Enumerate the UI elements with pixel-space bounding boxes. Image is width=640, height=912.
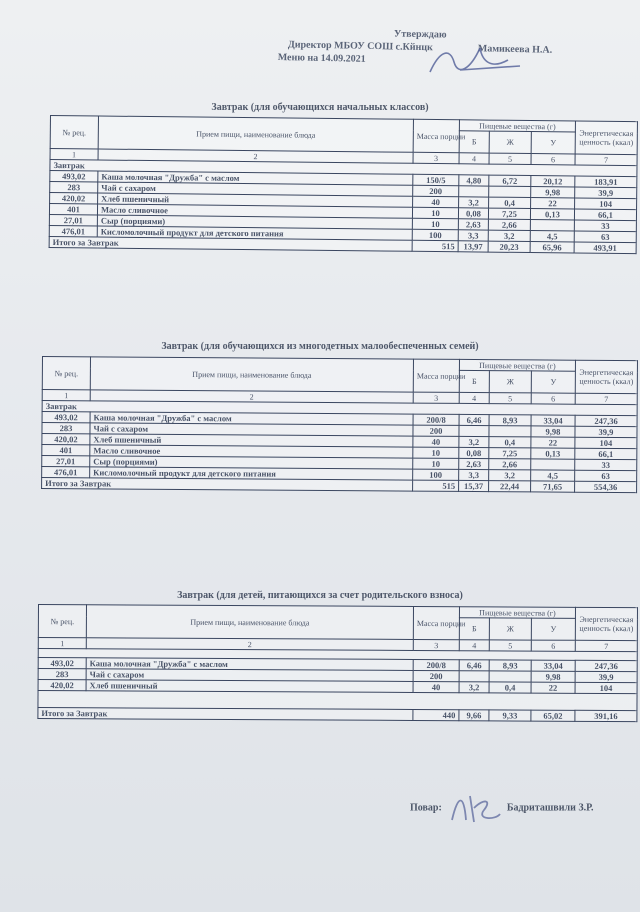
total-mass: 515	[413, 480, 459, 491]
col-zh-header: Ж	[489, 131, 531, 153]
dish-name: Чай с сахаром	[86, 669, 413, 682]
energy-value: 63	[574, 231, 636, 243]
protein-value: 4,80	[459, 175, 489, 186]
protein-value: 3,3	[459, 469, 489, 480]
energy-value: 33	[575, 459, 637, 470]
total-mass: 440	[413, 709, 459, 720]
dish-name: Кисломолочный продукт для детского питания	[97, 226, 412, 240]
table1-title: Завтрак (для обучающихся начальных классов)	[211, 102, 429, 113]
recipe-number: 283	[38, 669, 86, 680]
col-nutrients-header: Пищевые вещества (г)	[459, 120, 575, 133]
index-cell: 4	[459, 640, 489, 651]
fat-value	[489, 426, 531, 437]
total-carb: 71,65	[531, 481, 575, 492]
fat-value: 8,93	[489, 415, 531, 426]
energy-value: 39,9	[575, 187, 637, 199]
total-carb: 65,02	[531, 710, 575, 721]
index-cell: 5	[489, 640, 531, 651]
col-energy-header: Энергетическая ценность (ккал)	[575, 360, 637, 393]
portion-mass: 40	[413, 681, 459, 692]
menu-date: Меню на 14.09.2021	[277, 52, 366, 65]
portion-mass: 200/8	[413, 659, 459, 670]
menu-table-2	[41, 356, 638, 493]
col-zh-header: Ж	[489, 618, 531, 640]
total-fat: 22,44	[489, 481, 531, 492]
fat-value: 7,25	[488, 208, 530, 219]
fat-value: 3,2	[488, 230, 530, 241]
energy-value: 247,36	[575, 415, 637, 426]
col-u-header: У	[531, 132, 575, 154]
menu-table-3	[37, 604, 638, 722]
dish-name: Масло сливочное	[90, 445, 413, 458]
total-energy: 493,91	[574, 242, 636, 254]
dish-name: Масло сливочное	[97, 204, 412, 218]
total-energy: 391,16	[575, 710, 637, 721]
total-carb: 65,96	[530, 242, 574, 253]
total-mass: 515	[412, 240, 458, 251]
total-protein: 13,97	[458, 241, 488, 252]
portion-mass: 10	[413, 447, 459, 458]
col-b-header: Б	[459, 371, 489, 393]
fat-value: 0,4	[489, 197, 531, 208]
recipe-number: 476,01	[42, 467, 90, 478]
fat-value: 8,93	[489, 660, 531, 671]
index-cell: 3	[413, 639, 459, 650]
energy-value: 66,1	[575, 448, 637, 459]
energy-value: 39,9	[575, 671, 637, 682]
recipe-number: 493,02	[42, 412, 90, 423]
recipe-number: 27,01	[49, 214, 97, 226]
header-row	[50, 116, 637, 133]
protein-value: 3,2	[459, 197, 489, 208]
energy-value: 66,1	[574, 209, 636, 221]
energy-value: 33	[574, 220, 636, 232]
recipe-number: 401	[49, 204, 97, 216]
col-num-header: № рец.	[42, 357, 90, 390]
table3-title: Завтрак (для детей, питающихся за счет родительского взноса)	[177, 590, 463, 601]
portion-mass: 200	[413, 185, 459, 196]
carb-value: 33,04	[531, 415, 575, 426]
fat-value: 0,4	[489, 437, 531, 448]
total-label: Итого за Завтрак	[42, 478, 413, 492]
total-fat: 9,33	[489, 710, 531, 721]
energy-value: 247,36	[575, 660, 637, 671]
carb-value: 22	[531, 198, 575, 209]
col-mass-header: Масса порции	[413, 359, 459, 392]
index-cell: 2	[86, 638, 413, 651]
carb-value: 0,13	[531, 448, 575, 459]
total-protein: 9,66	[459, 710, 489, 721]
fat-value: 2,66	[489, 459, 531, 470]
carb-value: 0,13	[530, 209, 574, 220]
recipe-number: 493,02	[38, 658, 86, 669]
dish-name: Каша молочная "Дружба" с маслом	[86, 658, 413, 671]
index-cell: 3	[413, 152, 459, 163]
portion-mass: 200	[413, 670, 459, 681]
carb-value: 4,5	[531, 470, 575, 481]
fat-value	[489, 671, 531, 682]
approval-director-name: Мамикеева Н.А.	[477, 43, 553, 56]
col-mass-header: Масса порции	[413, 606, 459, 639]
protein-value: 3,2	[459, 682, 489, 693]
carb-value: 9,98	[531, 671, 575, 682]
cook-signature-icon	[444, 790, 504, 826]
portion-mass: 100	[413, 469, 459, 480]
recipe-number: 420,02	[38, 680, 86, 691]
col-mass-header: Масса порции	[413, 119, 459, 152]
recipe-number: 283	[50, 182, 98, 194]
fat-value	[489, 186, 531, 197]
recipe-number: 420,02	[50, 193, 98, 205]
header-row	[38, 605, 637, 619]
dish-name: Сыр (порциями)	[90, 456, 413, 469]
col-dish-header: Прием пищи, наименование блюда	[86, 605, 413, 640]
index-cell: 2	[90, 390, 413, 403]
energy-value: 39,9	[575, 426, 637, 437]
cook-name: Бадриташвили З.Р.	[506, 802, 594, 814]
index-cell: 7	[575, 154, 637, 166]
recipe-number: 401	[42, 445, 90, 456]
portion-mass: 100	[412, 229, 458, 240]
dish-name: Сыр (порциями)	[97, 215, 412, 229]
cook-signature	[410, 790, 630, 830]
col-dish-header: Прием пищи, наименование блюда	[90, 357, 413, 392]
carb-value: 9,98	[531, 426, 575, 437]
carb-value: 22	[531, 682, 575, 693]
col-energy-header: Энергетическая ценность (ккал)	[575, 607, 637, 640]
col-energy-header: Энергетическая ценность (ккал)	[575, 121, 637, 155]
carb-value: 9,98	[531, 187, 575, 198]
fat-value: 2,66	[488, 219, 530, 230]
portion-mass: 40	[413, 196, 459, 207]
menu-table-1	[49, 115, 638, 254]
col-num-header: № рец.	[50, 116, 98, 150]
total-label: Итого за Завтрак	[49, 236, 412, 251]
protein-value: 3,2	[459, 436, 489, 447]
protein-value: 0,08	[458, 208, 488, 219]
protein-value: 2,63	[459, 458, 489, 469]
col-nutrients-header: Пищевые вещества (г)	[459, 607, 575, 619]
col-b-header: Б	[459, 618, 489, 640]
col-num-header: № рец.	[38, 605, 86, 638]
protein-value: 6,46	[459, 414, 489, 425]
index-cell: 6	[531, 154, 575, 165]
col-b-header: Б	[459, 131, 489, 153]
index-cell: 3	[413, 392, 459, 403]
energy-value: 183,91	[575, 176, 637, 188]
protein-value: 2,63	[458, 219, 488, 230]
carb-value	[531, 459, 575, 470]
carb-value: 33,04	[531, 660, 575, 671]
col-nutrients-header: Пищевые вещества (г)	[459, 359, 575, 371]
portion-mass: 200	[413, 425, 459, 436]
portion-mass: 40	[413, 436, 459, 447]
cook-role: Повар:	[410, 802, 442, 814]
dish-name: Кисломолочный продукт для детского питания	[90, 467, 413, 480]
recipe-number: 283	[42, 423, 90, 434]
index-cell: 6	[531, 393, 575, 404]
section-label: Завтрак	[42, 401, 637, 416]
col-u-header: У	[531, 618, 575, 640]
col-u-header: У	[531, 371, 575, 393]
total-energy: 554,36	[575, 481, 637, 492]
index-cell: 7	[575, 393, 637, 404]
section-label: Завтрак	[50, 160, 637, 177]
fat-value: 3,2	[489, 470, 531, 481]
index-cell: 4	[459, 153, 489, 164]
total-fat: 20,23	[488, 241, 530, 252]
carb-value: 22	[531, 437, 575, 448]
total-row	[38, 708, 637, 722]
total-label: Итого за Завтрак	[38, 708, 413, 721]
index-cell: 5	[489, 393, 531, 404]
carb-value: 4,5	[530, 231, 574, 242]
dish-name: Чай с сахаром	[90, 423, 413, 436]
carb-value	[530, 220, 574, 231]
portion-mass: 10	[412, 207, 458, 218]
total-protein: 15,37	[459, 480, 489, 491]
portion-mass: 150/5	[413, 174, 459, 185]
dish-name: Каша молочная "Дружба" с маслом	[90, 412, 413, 425]
portion-mass: 200/8	[413, 414, 459, 425]
dish-name: Каша молочная "Дружба" с маслом	[98, 171, 413, 185]
fat-value: 0,4	[489, 682, 531, 693]
dish-name: Хлеб пшеничный	[86, 680, 413, 693]
col-dish-header: Прием пищи, наименование блюда	[98, 116, 413, 152]
energy-value: 104	[575, 198, 637, 210]
index-cell: 7	[575, 640, 637, 651]
col-zh-header: Ж	[489, 371, 531, 393]
dish-name: Чай с сахаром	[98, 182, 413, 196]
index-cell: 1	[38, 638, 86, 649]
protein-value	[459, 671, 489, 682]
header-row	[42, 357, 637, 372]
energy-value: 63	[575, 470, 637, 481]
protein-value	[459, 425, 489, 436]
protein-value: 6,46	[459, 660, 489, 671]
index-cell: 6	[531, 640, 575, 651]
fat-value: 6,72	[489, 175, 531, 186]
portion-mass: 10	[412, 218, 458, 229]
portion-mass: 10	[413, 458, 459, 469]
recipe-number: 420,02	[42, 434, 90, 445]
approval-director-title: Директор МБОУ СОШ с.Кйнцк	[287, 39, 433, 54]
energy-value: 104	[575, 682, 637, 693]
carb-value: 20,12	[531, 176, 575, 187]
index-cell: 2	[98, 149, 413, 163]
recipe-number: 27,01	[42, 456, 90, 467]
dish-name: Хлеб пшеничный	[98, 193, 413, 207]
index-cell: 1	[42, 390, 90, 401]
index-cell: 1	[50, 149, 98, 161]
energy-value: 104	[575, 437, 637, 448]
recipe-number: 476,01	[49, 225, 97, 237]
index-cell: 4	[459, 392, 489, 403]
fat-value: 7,25	[489, 448, 531, 459]
protein-value: 3,3	[458, 230, 488, 241]
table2-title: Завтрак (для обучающихся из многодетных малообеспеченных семей)	[161, 341, 479, 352]
index-cell: 5	[489, 153, 531, 164]
recipe-number: 493,02	[50, 171, 98, 183]
protein-value	[459, 186, 489, 197]
director-signature-icon	[420, 40, 530, 80]
approval-title: Утверждаю	[393, 28, 447, 41]
protein-value: 0,08	[459, 447, 489, 458]
dish-name: Хлеб пшеничный	[90, 434, 413, 447]
